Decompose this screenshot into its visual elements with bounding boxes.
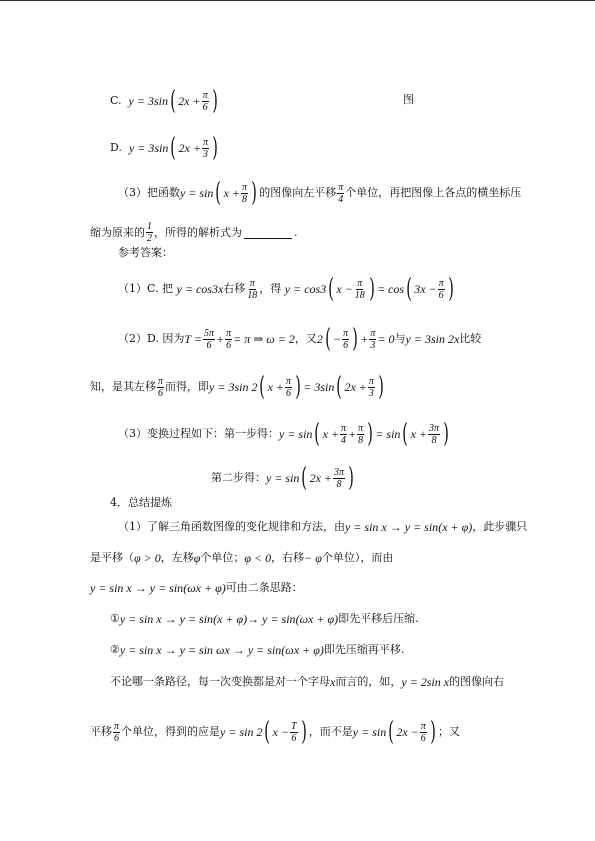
question-3-line1 [118, 180, 521, 206]
numerator: π [357, 277, 363, 289]
math-expression: y = sin x → y = sin [90, 581, 184, 595]
math-expression: + [216, 332, 225, 346]
figure-caption: 图 [403, 93, 414, 106]
numerator: π [202, 89, 208, 101]
math-expression: = sin [375, 427, 401, 441]
numerator: π [341, 422, 347, 434]
math-expression: y = 2sin x [401, 675, 450, 689]
math-expression: ( x + [410, 427, 428, 441]
text: ，右移 [271, 551, 305, 564]
text: 知，是其左移 [90, 380, 156, 393]
math-expression: y = 3sin 2 [209, 380, 258, 394]
denominator: 8 [358, 434, 364, 446]
denominator: 2 [147, 233, 152, 244]
numerator: π [202, 136, 208, 148]
denominator: 8 [242, 193, 248, 205]
math-expression: + [348, 427, 357, 441]
numerator: 3π [429, 422, 440, 434]
text: 可由二条思路： [225, 581, 303, 594]
fraction [246, 278, 258, 301]
paren-group [326, 276, 377, 302]
paren-group [312, 421, 375, 447]
text: 个单位，得到的应是 [121, 725, 221, 738]
denominator: 4 [338, 193, 344, 205]
numerator: π [114, 720, 120, 732]
denominator: 3 [368, 387, 374, 399]
math-expression: y = sin x → y = sin ωx → y = sin [119, 643, 282, 657]
option-label: C. [110, 94, 122, 107]
denominator: 6 [420, 732, 426, 744]
math-expression: x [330, 675, 336, 689]
answer-2 [118, 326, 481, 352]
denominator: 8 [336, 478, 342, 490]
denominator: 6 [343, 339, 349, 351]
text: 平移 [90, 725, 112, 738]
paren-group [299, 465, 356, 491]
paren-group [213, 180, 259, 206]
denominator: 18 [354, 289, 365, 301]
numerator: 3π [334, 466, 345, 478]
numerator: π [420, 720, 426, 732]
math-expression: y = sin [266, 471, 300, 485]
math-expression: ( x + [267, 380, 285, 394]
denominator: 6 [158, 387, 163, 399]
paren-group [386, 719, 438, 745]
text: 而言的，如， [335, 675, 402, 688]
math-expression: y = sin [180, 186, 214, 200]
text: 是平移（ [90, 551, 134, 564]
math-expression: y = 3sin 2x [405, 332, 460, 346]
math-expression: y = sin x → y = sin [119, 612, 214, 626]
text: 不论哪一条路径，每一次变换都是对一个字母 [110, 675, 330, 688]
text: 右移 [223, 282, 246, 295]
math-expression: ωx + φ [187, 581, 222, 595]
math-paren: (ωx + φ) [183, 581, 226, 595]
numerator: π [286, 375, 292, 387]
summary-line-2 [90, 551, 393, 565]
text: 比较 [459, 332, 482, 345]
math-expression: ( 2x + [178, 94, 201, 108]
numerator: π [158, 375, 164, 387]
answer-header: 参考答案： [118, 246, 173, 259]
section-4-heading: 4．总结提炼 [110, 496, 172, 509]
math-expression: + [360, 332, 369, 346]
fraction [202, 90, 209, 113]
fraction [113, 721, 120, 744]
math-expression: y = cos3 [284, 282, 327, 296]
text: ，左移 [160, 551, 194, 564]
math-expression: ( 2x + [178, 141, 201, 155]
denominator: 3 [370, 339, 376, 351]
math-expression: y = sin 2 [220, 725, 263, 739]
text: 的图像向左平移 [259, 186, 337, 199]
math-expression: φ [193, 551, 201, 565]
fraction [368, 376, 375, 399]
denominator: 6 [291, 732, 297, 744]
answer-3-step2 [211, 465, 356, 491]
summary-line-3 [90, 581, 303, 595]
math-expression: T = [184, 332, 202, 346]
summary-path-2 [110, 643, 404, 657]
math-paren: (x + φ) [213, 612, 248, 626]
text: （3）把函数 [118, 186, 180, 199]
paren-group [400, 421, 451, 447]
math-expression: y = cos3x [176, 282, 224, 296]
paren-group [323, 326, 360, 352]
denominator: 6 [206, 339, 212, 351]
question-3-line2 [90, 221, 298, 244]
fraction [342, 328, 349, 351]
math-expression: y = 3sin [128, 141, 169, 155]
text: ，又 [294, 332, 317, 345]
text: （1）C. 把 [118, 282, 174, 295]
math-expression: x + φ [217, 612, 244, 626]
paren-group [257, 374, 303, 400]
text: 缩为原来的 [90, 225, 145, 239]
option-c [110, 88, 220, 114]
denominator: 6 [114, 732, 119, 744]
math-expression: ( x − [336, 282, 353, 296]
math-expression: ωx + φ [285, 643, 320, 657]
answer-3 [118, 421, 451, 447]
denominator: 6 [286, 387, 292, 399]
math-expression: → y = sin [247, 612, 296, 626]
numerator: π [226, 327, 232, 339]
math-expression: = 3sin [303, 380, 335, 394]
option-label: D. [110, 141, 122, 154]
numerator: π [368, 375, 374, 387]
text: 个单位； [200, 551, 245, 564]
paren-group [168, 88, 220, 114]
math-expression: y = sin [352, 725, 387, 739]
math-expression: ( x + [322, 427, 340, 441]
text: 与 [394, 332, 406, 345]
text: 的图像向右 [449, 675, 505, 688]
denominator: 18 [247, 289, 258, 301]
text: （1）了解三角函数图像的变化规律和方法，由 [118, 520, 345, 533]
text: 第二步得： [211, 471, 266, 484]
denominator: 3 [202, 148, 208, 160]
math-expression: ωx + φ [299, 612, 335, 626]
text: 个单位，再把图像上各点的横坐标压 [345, 186, 522, 199]
fraction [337, 182, 344, 205]
summary-path-1 [110, 612, 419, 626]
text: （3）变换过程如下：第一步得： [118, 427, 279, 440]
text: 而得，即 [165, 380, 210, 393]
numerator: π [370, 327, 376, 339]
text: ；又 [437, 725, 460, 738]
text: ，所得的解析式为 [154, 225, 242, 239]
text: ① [110, 612, 120, 625]
math-expression: ( 2x + [344, 380, 367, 394]
paren-group [334, 374, 386, 400]
math-expression: − φ [304, 551, 322, 565]
text: 即先压缩再平移. [323, 643, 405, 656]
fraction [354, 278, 366, 301]
numerator: π [242, 181, 248, 193]
summary-line-7 [90, 719, 460, 745]
math-expression: ( x − [272, 725, 290, 739]
numerator: 5π [203, 327, 214, 339]
summary-line-1 [118, 520, 527, 534]
denominator: 6 [202, 101, 208, 113]
text: . [294, 225, 298, 239]
math-expression: ( x + [223, 186, 241, 200]
math-expression: φ < 0 [244, 551, 272, 565]
answer-blank [244, 226, 292, 239]
text: 个单位），而由 [321, 551, 394, 564]
math-expression: ( − [333, 332, 342, 346]
math-paren: (x + φ) [438, 520, 473, 534]
text: 即先平移后压缩. [338, 612, 419, 625]
math-expression: 2 [316, 332, 323, 346]
numerator: π [358, 422, 364, 434]
fraction [438, 278, 445, 301]
fraction [285, 376, 292, 399]
page-top-border [0, 0, 595, 1]
denominator: 4 [341, 434, 347, 446]
answer-1 [118, 276, 456, 302]
math-expression: ( 3x − [414, 282, 437, 296]
fraction [290, 721, 298, 744]
answer-2-cont [90, 374, 386, 400]
math-paren: (ωx + φ) [281, 643, 324, 657]
fraction [357, 423, 364, 446]
numerator: T [291, 720, 297, 732]
math-expression: y = sin [279, 427, 313, 441]
fraction [157, 376, 164, 399]
numerator: π [338, 181, 344, 193]
option-d [110, 135, 220, 161]
fraction [202, 137, 209, 160]
fraction [369, 328, 376, 351]
math-expression: ( 2x + [309, 471, 333, 485]
paren-group [262, 719, 308, 745]
text: （2）D. 因为 [118, 332, 185, 345]
fraction [428, 423, 440, 446]
denominator: 8 [431, 434, 437, 446]
paren-group [404, 276, 456, 302]
denominator: 6 [226, 339, 232, 351]
math-expression: = π ⇒ ω = 2 [233, 332, 295, 346]
math-paren: (ωx + φ) [295, 612, 339, 626]
math-expression: = cos [376, 282, 405, 296]
text: ，此步骤只 [472, 520, 528, 533]
fraction [146, 221, 153, 244]
text: ，得 [259, 282, 282, 295]
math-expression: ( 2x − [396, 725, 419, 739]
numerator: π [249, 277, 255, 289]
denominator: 6 [438, 289, 444, 301]
numerator: 1 [147, 221, 152, 232]
math-expression: y = sin x → y = sin [345, 520, 439, 534]
text: ，而不是 [308, 725, 353, 738]
numerator: π [343, 327, 349, 339]
fraction [420, 721, 427, 744]
summary-line-6 [110, 675, 504, 689]
math-expression: = 0 [377, 332, 395, 346]
paren-group [168, 135, 220, 161]
math-expression: φ > 0 [134, 551, 161, 565]
text: ② [110, 643, 120, 656]
math-expression: y = 3sin [128, 94, 168, 108]
math-expression: x + φ [442, 520, 469, 534]
fraction [333, 467, 345, 490]
fraction [241, 182, 248, 205]
numerator: π [438, 277, 444, 289]
fraction [225, 328, 232, 351]
fraction [340, 423, 347, 446]
fraction [203, 328, 215, 351]
